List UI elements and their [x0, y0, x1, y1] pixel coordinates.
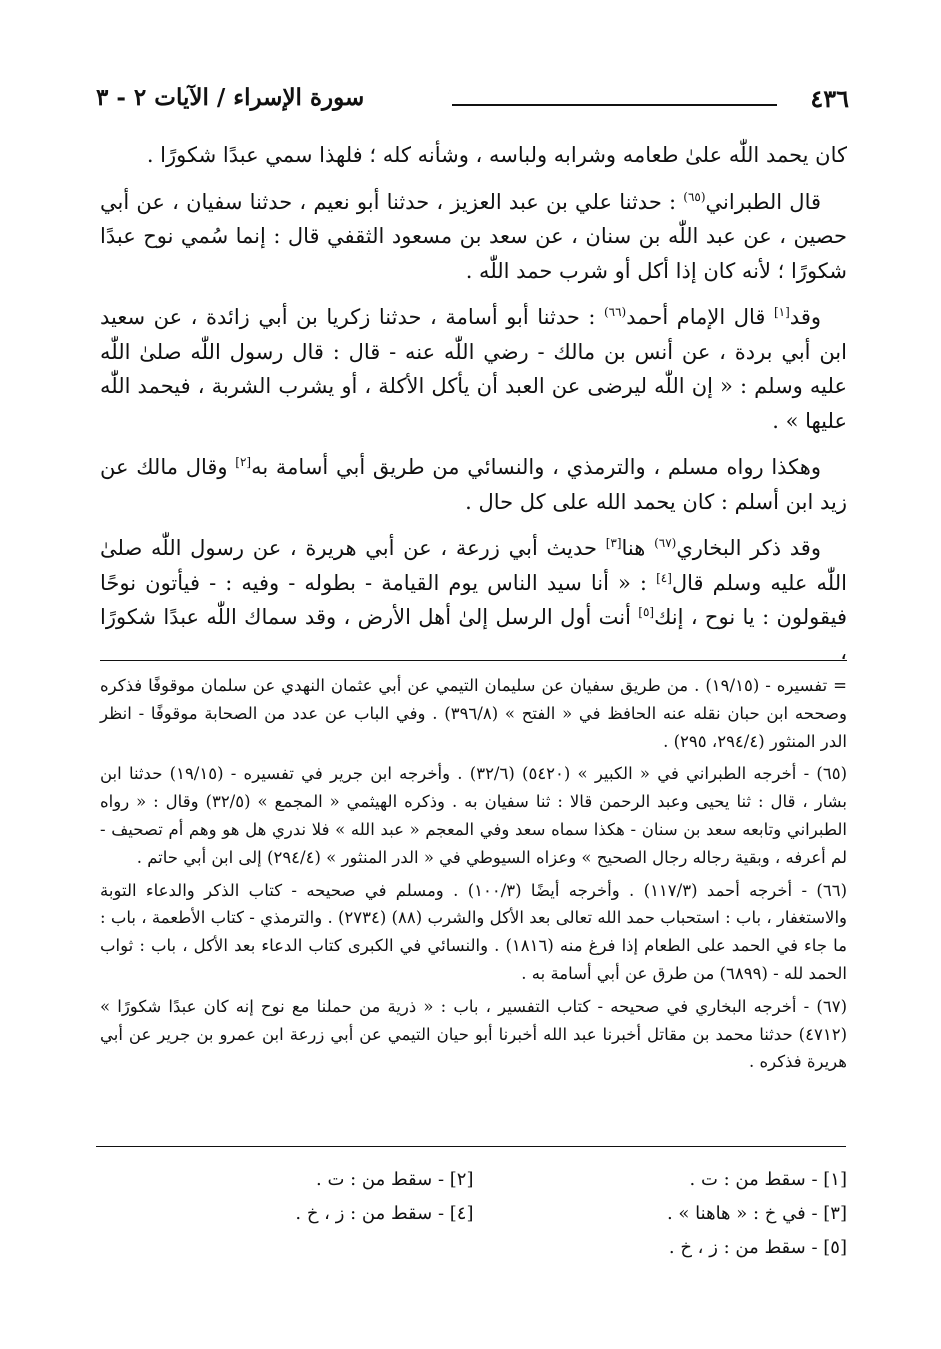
header-rule	[452, 104, 777, 106]
variant-ref: [١]	[773, 305, 790, 319]
variant-row	[100, 1162, 847, 1196]
text-run: قال الطبراني	[705, 189, 822, 214]
paragraph-4	[100, 450, 847, 519]
variants-separator	[96, 1146, 846, 1147]
footnote-65: (٦٥) - أخرجه الطبراني في « الكبير » (٥٤٢٠) (٣٢/٦) . وأخرجه ابن جرير في تفسيره - (١٩/١٥) حدثنا ابن بشار ، قال : ثنا يحيى وعبد الرحمن قالا : ثنا سفيان به . وذكره الهيثمي « المجمع » (٣٢/٥) وقال : « رواه الطبراني وتابعه سعد بن سنان - هكذا سماه سعد وفي المعجم « عبد الله » فلا ندري هل هو وهم أم تصحيف - لم أعرفه ، وبقية رجاله رجال الصحيح » وعزاه السيوطي في « الدر المنثور » (٢٩٤/٤) إلى ابن أبي حاتم .	[100, 764, 847, 867]
paragraph-2	[100, 185, 847, 289]
footnote-ref: (٦٥)	[683, 189, 706, 204]
text-run: : حدثنا علي بن عبد العزيز ، حدثنا أبو نعيم ، حدثنا سفيان ، عن أبي حصين ، عن عبد اللّٰه بن سنان ، عن سعد بن مسعود الثقفي قال : إنما سُمي نوح عبدًا شكورًا ؛ لأنه كان إذا أكل أو شرب حمد اللّٰه .	[100, 189, 847, 283]
variant-ref: [٤]	[656, 570, 672, 585]
manuscript-variants	[100, 1162, 847, 1264]
text-run: أنت أول الرسل إلىٰ أهل الأرض ، وقد سماك اللّٰه عبدًا شكورًا ،	[100, 605, 847, 664]
page-number: ٤٣٦	[810, 84, 849, 113]
text-run: وقد ذكر البخاري	[676, 536, 821, 560]
paragraph-3	[100, 300, 847, 438]
text-run: هنا	[621, 536, 655, 560]
variant-note-2: [٢] - سقط من : ت .	[316, 1168, 474, 1190]
variant-note-3: [٣] - في خ : « هاهنا » .	[666, 1202, 847, 1224]
footnote-67: (٦٧) - أخرجه البخاري في صحيحه - كتاب التفسير ، باب : « ذرية من حملنا مع نوح إنه كان عبدًا شكورًا » (٤٧١٢) حدثنا محمد بن مقاتل أخبرنا عبد الله أخبرنا أبو حيان التيمي عن أبي زرعة ابن عمرو بن جرير عن أبي هريرة فذكره .	[100, 996, 847, 1072]
text-run: وهكذا رواه مسلم ، والترمذي ، والنسائي من طريق أبي أسامة به	[251, 455, 821, 479]
variant-ref: [٢]	[235, 455, 252, 469]
footnote-ref: (٦٦)	[603, 305, 627, 319]
text-run: وقال مالك عن زيد ابن أسلم : كان يحمد الله على كل حال .	[100, 455, 847, 514]
text-run: : « أنا سيد الناس يوم القيامة - بطوله - وفيه : - فيأتون نوحًا فيقولون : يا نوح ، إنك	[100, 570, 847, 629]
variant-row	[100, 1196, 847, 1230]
footnotes	[100, 672, 847, 1081]
footnote-ref: (٦٧)	[654, 536, 677, 550]
variant-note-1: [١] - سقط من : ت .	[689, 1168, 847, 1190]
running-title: سورة الإسراء / الآيات ٢ - ٣	[96, 84, 365, 111]
text-run: حديث أبي زرعة ، عن أبي هريرة ، عن رسول اللّٰه صلىٰ اللّٰه عليه وسلم قال	[100, 536, 847, 595]
main-text	[100, 138, 847, 681]
variant-note-5: [٥] - سقط من : ز ، خ .	[668, 1236, 847, 1258]
text-run: وقد	[789, 305, 821, 329]
text-run: قال الإمام أحمد	[626, 305, 774, 329]
footnote-66: (٦٦) - أخرجه أحمد (١١٧/٣) . وأخرجه أيضًا (١٠٠/٣) . ومسلم في صحيحه - كتاب الذكر والدعاء التوبة والاستغفار ، باب : استحباب حمد الله تعالى بعد الأكل والشرب (٨٨) (٢٧٣٤) . والترمذي - كتاب الأطعمة ، باب : ما جاء في الحمد على الطعام إذا فرغ منه (١٨١٦) . والنسائي في الكبرى كتاب الدعاء بعد الأكل ، باب : ثواب الحمد لله - (٦٨٩٩) من طرق عن أبي أسامة به .	[100, 880, 847, 983]
variant-note-4: [٤] - سقط من : ز ، خ .	[295, 1202, 474, 1224]
variant-ref: [٥]	[638, 605, 655, 619]
text-run: : حدثنا أبو أسامة ، حدثنا زكريا بن أبي زائدة ، عن سعيد ابن أبي بردة ، عن أنس بن مالك - رضي اللّٰه عنه - قال : قال رسول اللّٰه صلىٰ اللّٰه عليه وسلم : « إن اللّٰه ليرضى عن العبد أن يأكل الأكلة ، أو يشرب الشربة ، فيحمد اللّٰه عليها » .	[100, 305, 847, 433]
paragraph-5	[100, 531, 847, 669]
footnote-separator	[100, 660, 847, 661]
page-header	[96, 84, 849, 118]
variant-ref: [٣]	[605, 536, 622, 550]
paragraph-1: كان يحمد اللّٰه علىٰ طعامه وشرابه ولباسه ، وشأنه كله ؛ فلهذا سمي عبدًا شكورًا .	[146, 143, 847, 167]
variant-row	[100, 1230, 847, 1264]
footnote-continued: = تفسيره - (١٩/١٥) . من طريق سفيان عن سليمان التيمي عن أبي عثمان النهدي عن سلمان موقوفًا فذكره وصححه ابن حبان نقله عنه الحافظ في « الفتح » (٣٩٦/٨) . وفي الباب عن عدد من الصحابة موقوفًا - انظر الدر المنثور (٢٩٤/٤، ٢٩٥) .	[100, 676, 847, 751]
